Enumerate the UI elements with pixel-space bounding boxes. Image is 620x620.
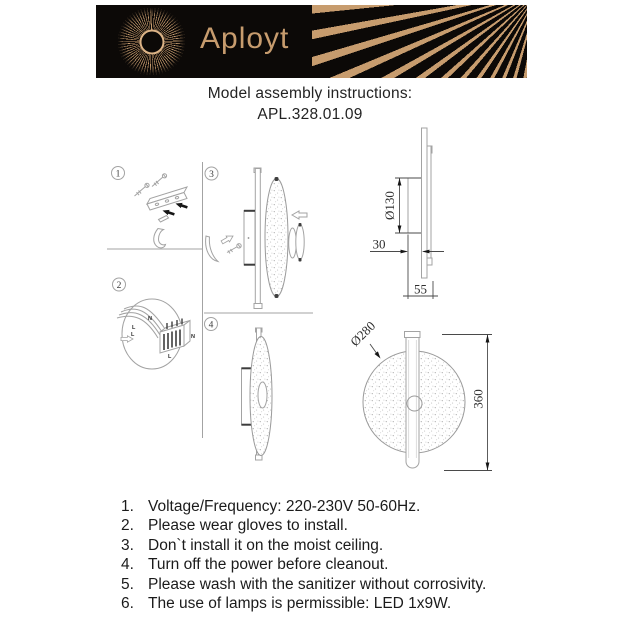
instruction-item <box>121 516 486 535</box>
side-view-drawing <box>370 128 444 299</box>
assemble-direction-arrow <box>292 211 307 219</box>
step-1-drawing-bracket <box>135 174 189 248</box>
item-number: 6. <box>121 595 134 613</box>
step-1-number: 1 <box>115 169 121 180</box>
item-number: 5. <box>121 575 134 593</box>
rotate-arrow <box>206 236 218 262</box>
step-3-drawing-exploded <box>206 168 307 309</box>
step-3-number: 3 <box>209 170 214 180</box>
wire-label-n: N <box>148 316 152 322</box>
wire-label-n: N <box>191 334 195 340</box>
item-text: Voltage/Frequency: 220-230V 50-60Hz. <box>148 498 421 515</box>
wire-label-l: L <box>168 354 172 360</box>
screw-in-arrow <box>220 233 234 245</box>
step-4-drawing-assembled <box>242 328 273 460</box>
item-text: Please wear gloves to install. <box>148 517 348 535</box>
step-2-number: 2 <box>116 281 122 291</box>
instruction-list <box>121 497 486 613</box>
wire-label-l: L <box>131 332 135 338</box>
item-number: 1. <box>121 498 134 515</box>
item-number: 4. <box>121 556 134 574</box>
screw-direction-arrow <box>162 208 176 217</box>
item-number: 3. <box>121 536 134 554</box>
wire-label-l: L <box>132 325 136 331</box>
step-4-number: 4 <box>208 320 214 331</box>
front-view-drawing <box>347 318 492 470</box>
dim-front-diameter: Ø280 <box>347 318 379 350</box>
title-line1: Model assembly instructions: <box>207 85 413 102</box>
step-2-drawing-wiring <box>117 299 195 369</box>
item-text: Please wash with the sanitizer without corrosivity. <box>148 575 487 593</box>
instruction-item <box>121 575 486 594</box>
dim-side-total: 55 <box>414 281 427 297</box>
dim-side-depth: 30 <box>372 236 386 252</box>
brand-logo-text: Aployt <box>200 22 290 55</box>
instruction-item <box>121 594 486 613</box>
instruction-item <box>121 536 486 555</box>
item-text: The use of lamps is permissible: LED 1x9W. <box>148 595 452 613</box>
item-text: Don`t install it on the moist ceiling. <box>148 536 384 554</box>
item-text: Turn off the power before cleanout. <box>148 556 389 574</box>
instruction-item <box>121 555 486 574</box>
item-number: 2. <box>121 517 134 535</box>
dim-side-diameter: Ø130 <box>382 191 397 220</box>
instruction-item <box>121 497 486 516</box>
dim-front-height: 360 <box>470 389 486 409</box>
title-line2-model-code: APL.328.01.09 <box>257 105 363 123</box>
